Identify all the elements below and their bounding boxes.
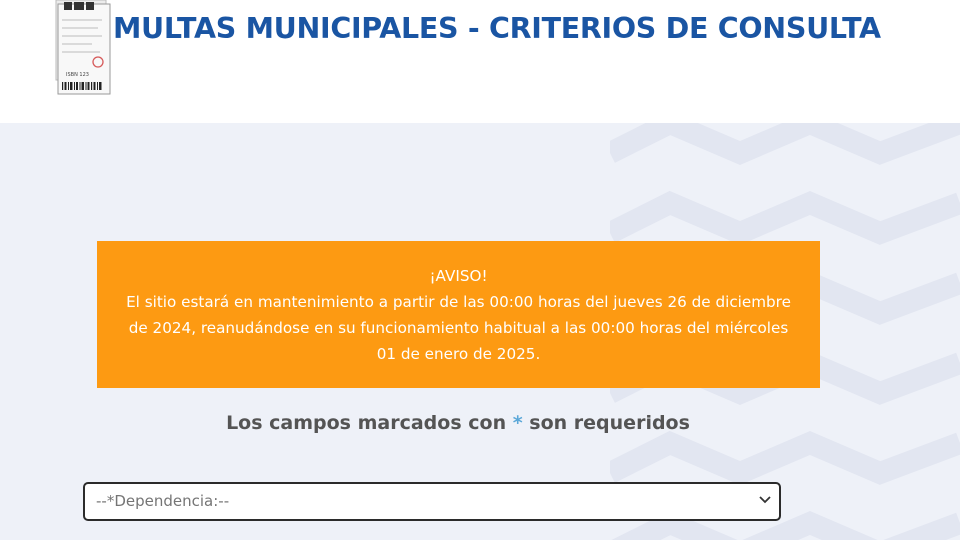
notice-body: El sitio estará en mantenimiento a partir de las 00:00 horas del jueves 26 de diciembre de 2024, reanudándose en su funcionamiento habitual a las 00:00 horas del miércoles 01 de enero de 2025. xyxy=(126,293,791,363)
dependencia-select[interactable] xyxy=(83,482,781,521)
notice-title: ¡AVISO! xyxy=(429,267,488,285)
chevron-down-icon xyxy=(759,496,771,504)
page-title: MULTAS MUNICIPALES - CRITERIOS DE CONSULTA xyxy=(113,12,881,45)
ticket-receipt-icon xyxy=(52,0,114,96)
required-text-before: Los campos marcados con xyxy=(226,412,507,434)
required-asterisk: * xyxy=(512,412,523,434)
required-fields-note xyxy=(0,412,916,434)
page-header xyxy=(0,0,960,123)
dependencia-select-value: --*Dependencia:-- xyxy=(96,492,230,510)
main-content xyxy=(0,123,960,540)
required-text-after: son requeridos xyxy=(529,412,690,434)
maintenance-notice xyxy=(97,241,820,388)
svg-text:ISBN 123: ISBN 123 xyxy=(66,72,89,78)
